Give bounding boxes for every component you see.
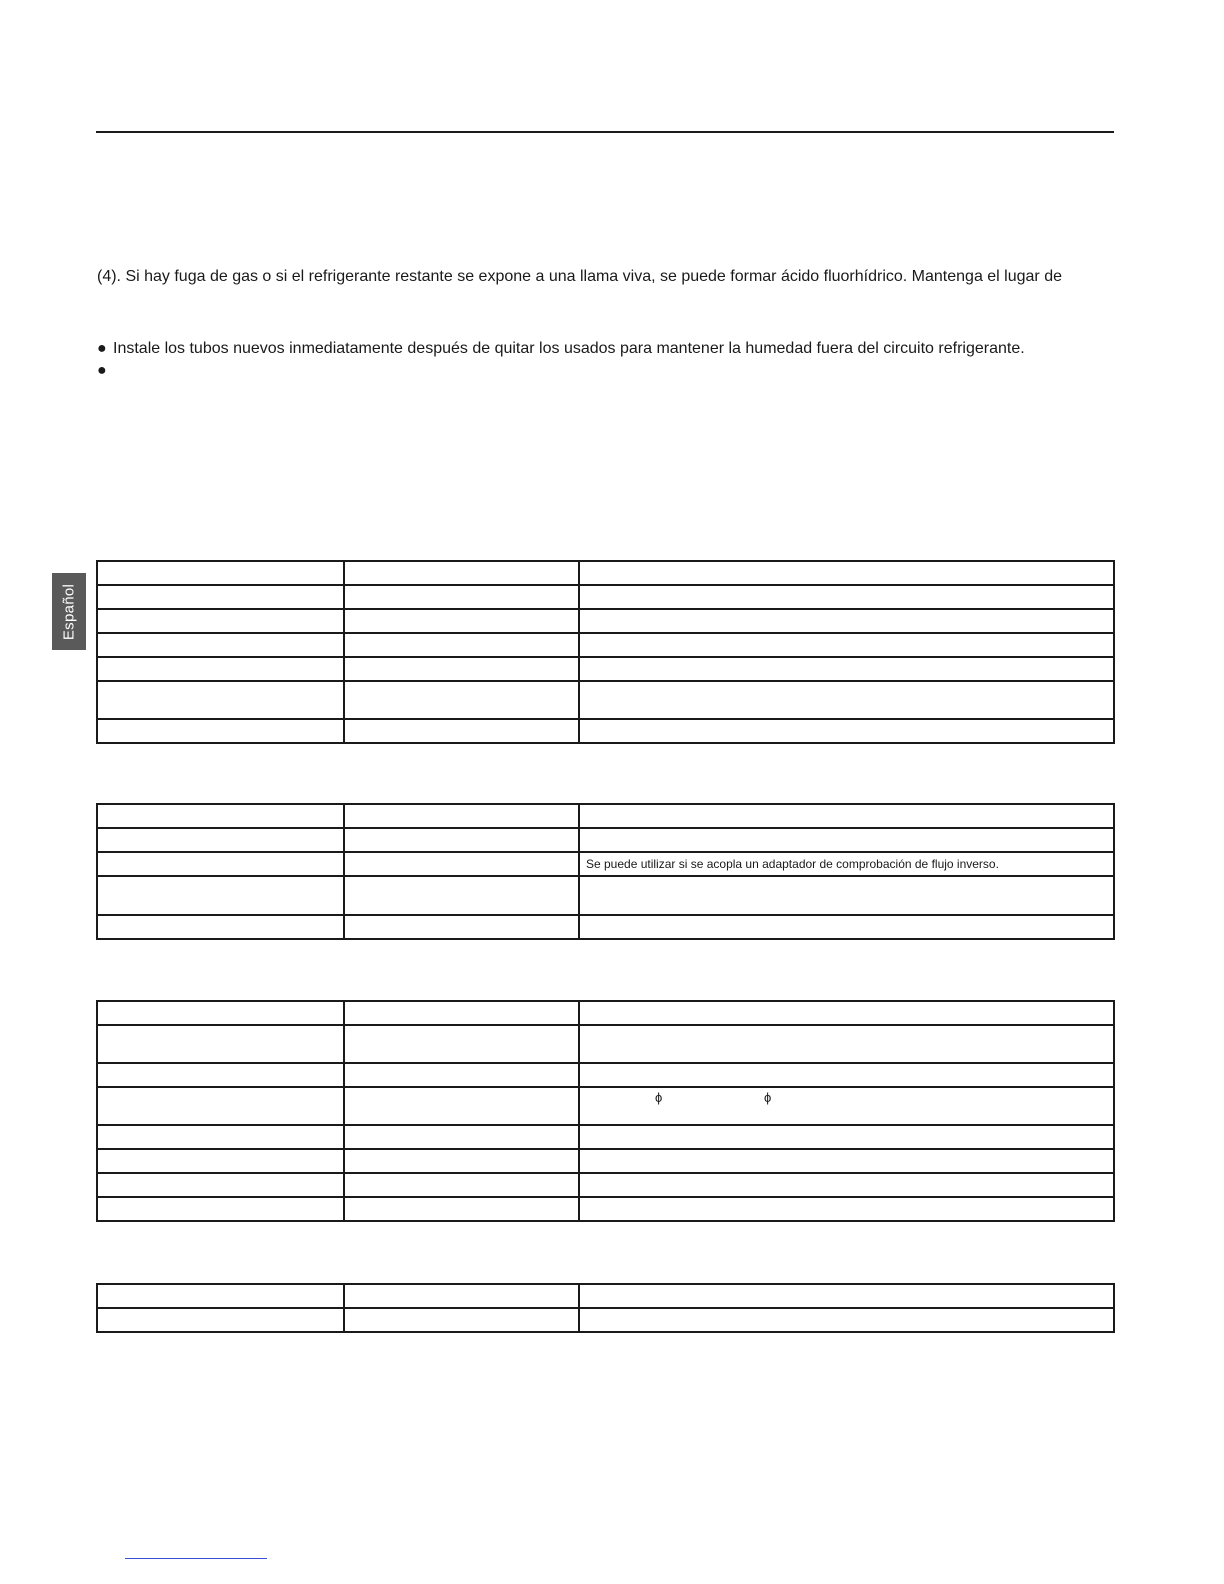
table-row: [97, 804, 1114, 828]
table-row: [97, 1149, 1114, 1173]
table-row: [97, 1001, 1114, 1025]
table-row: [97, 681, 1114, 719]
table-row: [97, 1025, 1114, 1063]
bullet-item: [97, 362, 113, 380]
table-row: [97, 1173, 1114, 1197]
table-row: [97, 915, 1114, 939]
bullet-dot: ●: [97, 362, 107, 379]
table-row: [97, 561, 1114, 585]
table-row: [97, 1087, 1114, 1125]
bullet-text: Instale los tubos nuevos inmediatamente después de quitar los usados para mantener la humedad fuera del circuito refrigerante.: [113, 340, 1025, 357]
table-cell-note: Se puede utilizar si se acopla un adaptador de comprobación de flujo inverso.: [579, 852, 1114, 876]
table-row: [97, 852, 1114, 876]
bullet-item: [97, 340, 1025, 358]
table-row: [97, 1308, 1114, 1332]
table-row: [97, 876, 1114, 915]
table-row: [97, 609, 1114, 633]
table-row: [97, 1063, 1114, 1087]
tools-table-4: [96, 1283, 1115, 1333]
phi-symbol: ϕ: [764, 1090, 772, 1105]
paragraph-item-4: (4). Si hay fuga de gas o si el refrigerante restante se expone a una llama viva, se puede formar ácido fluorhídrico. Mantenga el lugar de: [97, 268, 1062, 285]
language-side-tab: [52, 573, 86, 650]
footer-link-underline[interactable]: [125, 1558, 267, 1559]
table-row: [97, 657, 1114, 681]
table-row: [97, 585, 1114, 609]
table-row: [97, 828, 1114, 852]
table-row: [97, 719, 1114, 743]
table-row: [97, 1284, 1114, 1308]
tools-table-1: [96, 560, 1115, 744]
phi-symbol: ϕ: [655, 1090, 663, 1105]
bullet-dot: ●: [97, 340, 107, 357]
table-row: [97, 1125, 1114, 1149]
table-row: [97, 633, 1114, 657]
table-row: [97, 1197, 1114, 1221]
tools-table-2: [96, 803, 1115, 940]
tools-table-3: [96, 1000, 1115, 1222]
header-rule: [96, 131, 1114, 133]
language-label: Español: [60, 583, 78, 640]
